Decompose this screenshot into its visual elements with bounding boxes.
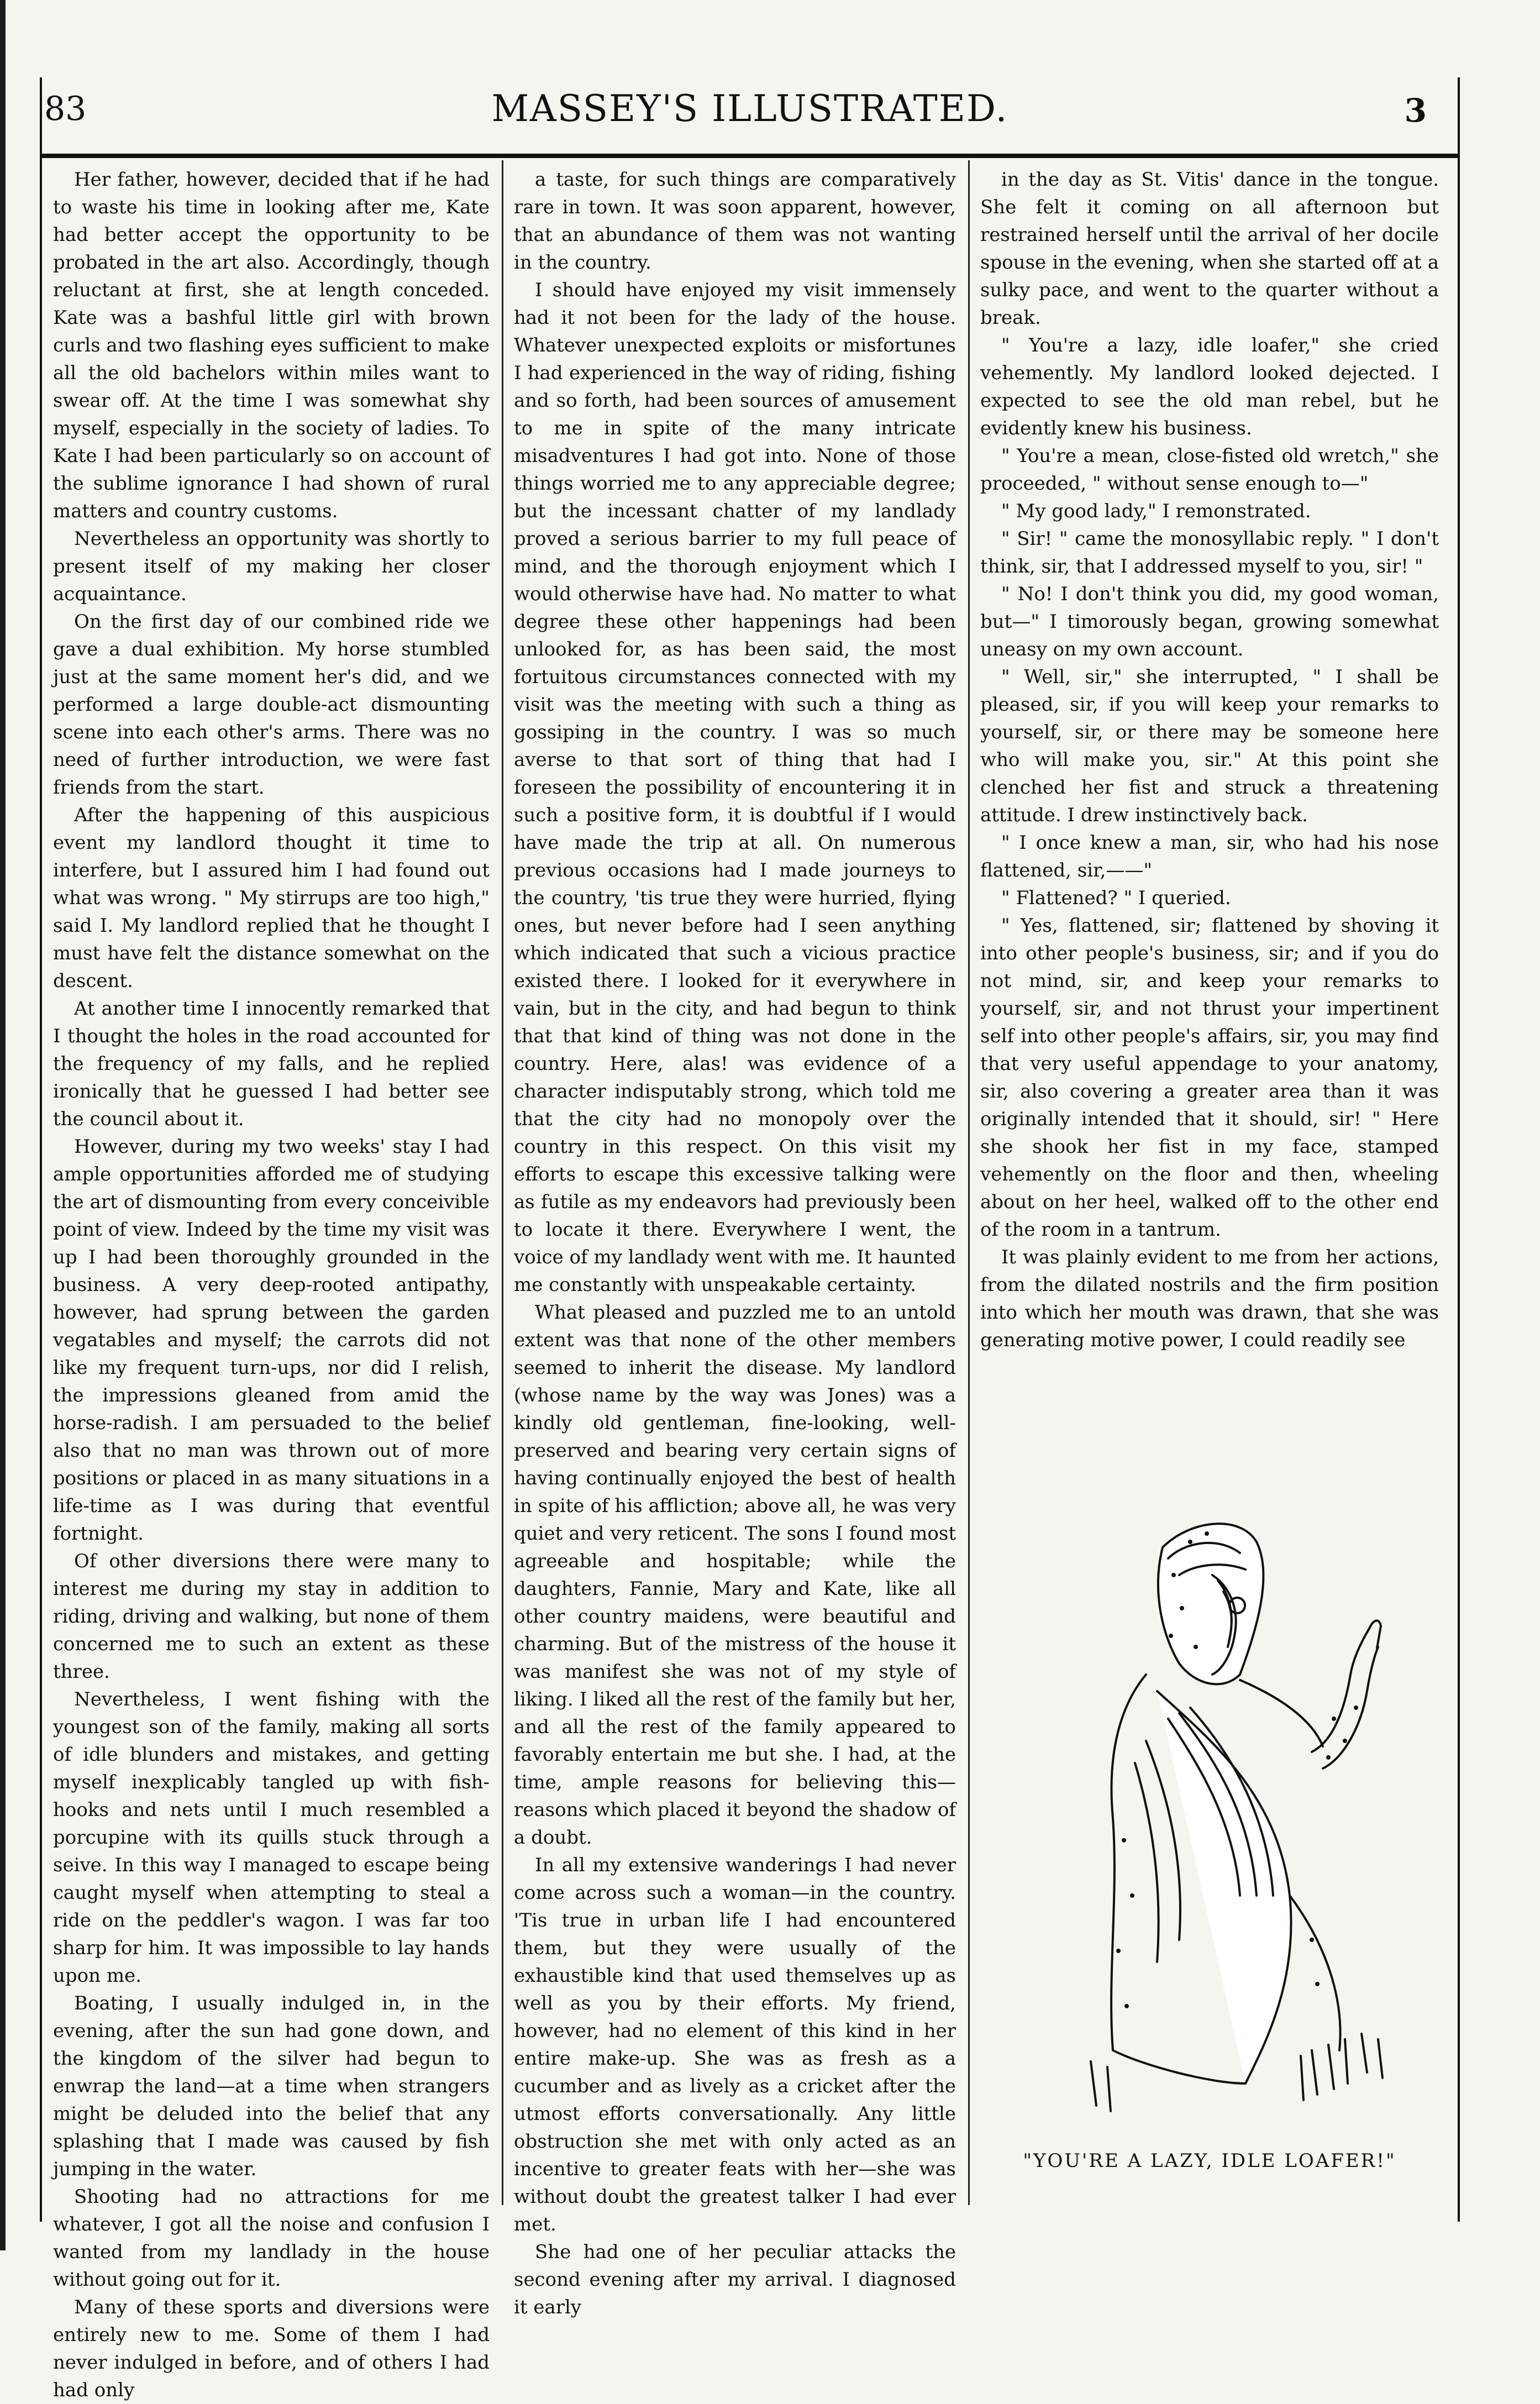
page-number-right: 3 (1404, 92, 1427, 129)
page-number-left: 83 (44, 90, 87, 128)
header-rule (40, 154, 1460, 158)
paragraph: " Well, sir," she interrupted, " I shall be pleased, sir, if you will keep your remarks to yourself, sir, or there may be someone here who will make you, sir." At this point she clenched her fist and struck a threatening attitude. I drew instinctively back. (980, 666, 1439, 826)
paragraph: After the happening of this auspicious event my landlord thought it time to interfere, but I assured him I had found out what was wrong. " My stirrups are too high," said I. My landlord replied that he thought I must have felt the distance somewhat on the descent. (53, 804, 490, 992)
illustration-caption: "YOU'RE A LAZY, IDLE LOAFER!" (1023, 2150, 1396, 2172)
paragraph: She had one of her peculiar attacks the second evening after my arrival. I diagnosed it early (514, 2241, 956, 2318)
paragraph: Shooting had no attractions for me whatever, I got all the noise and confusion I wanted from my landlady in the house without going out for it. (53, 2186, 490, 2291)
paragraph: " Flattened? " I queried. (1001, 887, 1231, 909)
page-header (40, 77, 1460, 144)
paragraph: Boating, I usually indulged in, in the evening, after the sun had gone down, and the kingdom of the silver had begun to enwrap the land—at a time when strangers might be deluded into the belief that any splashing that I made was caused by fish jumping in the water. (53, 1992, 490, 2180)
text-column-2 (514, 166, 956, 2318)
paragraph: " Sir! " came the monosyllabic reply. " I don't think, sir, that I addressed myself to you, sir! " (980, 528, 1439, 578)
paragraph: On the first day of our combined ride we gave a dual exhibition. My horse stumbled just at the same moment her's did, and we performed a large double-act dismounting scene into each other's arms. There was no need of further introduction, we were fast friends from the start. (53, 611, 490, 799)
right-border-rule (1458, 77, 1460, 2222)
magazine-page (40, 77, 1460, 2401)
paragraph: Many of these sports and diversions were entirely new to me. Some of them I had never indulged in before, and of others I had had only (53, 2296, 490, 2401)
page-edge-bar (0, 0, 6, 2250)
paragraph: " My good lady," I remonstrated. (1001, 500, 1311, 522)
paragraph: Of other diversions there were many to interest me during my stay in addition to riding, driving and walking, but none of them concerned me to such an extent as these three. (53, 1550, 490, 1683)
paragraph: " You're a mean, close-fisted old wretch," she proceeded, " without sense enough to—" (980, 445, 1439, 495)
paragraph: At another time I innocently remarked that I thought the holes in the road accounted for the frequency of my falls, and he replied ironically that he guessed I had better see the council about it. (53, 998, 490, 1130)
paragraph: Her father, however, decided that if he had to waste his time in looking after me, Kate had better accept the opportunity to be probated in the art also. Accordingly, though reluctant at first, she at length conceded. Kate was a bashful little girl with brown curls and two flashing eyes sufficient to make all the old bachelors within miles want to swear off. At the time I was somewhat shy myself, especially in the society of ladies. To Kate I had been particularly so on account of the sublime ignorance I had shown of rural matters and country customs. (53, 169, 490, 522)
left-border-rule (40, 77, 42, 2222)
paragraph: In all my extensive wanderings I had never come across such a woman—in the country. 'Tis true in urban life I had encountered them, but they were usually of the exhaustible kind that used themselves up as well as you by their efforts. My friend, however, had no element of this kind in her entire make-up. She was as fresh as a cucumber and as lively as a cricket after the utmost efforts conversationally. Any little obstruction she met with only acted as an incentive to greater feats with her—she was without doubt the greatest talker I had ever met. (514, 1854, 956, 2235)
paragraph: Nevertheless, I went fishing with the youngest son of the family, making all sorts of idle blunders and mistakes, and getting myself inexplicably tangled up with fish-hooks and nets until I much resembled a porcupine with its quills stuck through a seive. In this way I managed to escape being caught myself when attempting to steal a ride on the peddler's wagon. I was far too sharp for him. It was impossible to lay hands upon me. (53, 1688, 490, 1987)
paragraph: However, during my two weeks' stay I had ample opportunities afforded me of studying the art of dismounting from every conceivible point of view. Indeed by the time my visit was up I had been thoroughly grounded in the business. A very deep-rooted antipathy, however, had sprung between the garden vegatables and myself; the carrots did not like my frequent turn-ups, nor did I relish, the impressions gleaned from amid the horse-radish. I am persuaded to the belief also that no man was thrown out of more positions or placed in as many situations in a life-time as I was during that eventful fortnight. (53, 1136, 490, 1545)
paragraph: It was plainly evident to me from her actions, from the dilated nostrils and the firm position into which her mouth was drawn, that she was generating motive power, I could readily see (980, 1246, 1439, 1351)
paragraph: What pleased and puzzled me to an untold extent was that none of the other members seemed to inherit the disease. My landlord (whose name by the way was Jones) was a kindly old gentleman, fine-looking, well-preserved and bearing very certain signs of having continually enjoyed the best of health in spite of his affliction; above all, he was very quiet and very reticent. The sons I found most agreeable and hospitable; while the daughters, Fannie, Mary and Kate, like all other country maidens, were beautiful and charming. But of the mistress of the house it was manifest she was not of my style of liking. I liked all the rest of the family but her, and all the rest of the family appeared to favorably entertain me but she. I had, at the time, ample reasons for believing this—reasons which placed it beyond the shadow of a doubt. (514, 1301, 956, 1849)
woman-illustration (980, 1509, 1439, 2139)
paragraph: " You're a lazy, idle loafer," she cried vehemently. My landlord looked dejected. I expected to see the old man rebel, but he evidently knew his business. (980, 334, 1439, 439)
paragraph: a taste, for such things are comparatively rare in town. It was soon apparent, however, that an abundance of them was not wanting in the country. (514, 169, 956, 274)
text-column-1 (53, 166, 490, 2401)
page-title: MASSEY'S ILLUSTRATED. (491, 87, 1008, 130)
paragraph: in the day as St. Vitis' dance in the tongue. She felt it coming on all afternoon but restrained herself until the arrival of her docile spouse in the evening, when she started off at a sulky pace, and went to the quarter without a break. (980, 169, 1439, 329)
paragraph: " Yes, flattened, sir; flattened by shoving it into other people's business, sir; and if you do not mind, sir, and keep your remarks to yourself, sir, and not thrust your impertinent self into other people's affairs, sir, you may find that very useful appendage to your anatomy, sir, also covering a greater area than it was originally intended that it should, sir! " Here she shook her fist in my face, stamped vehemently on the floor and then, wheeling about on her heel, walked off to the other end of the room in a tantrum. (980, 915, 1439, 1241)
paragraph: I should have enjoyed my visit immensely had it not been for the lady of the house. Whatever unexpected exploits or misfortunes I had experienced in the way of riding, fishing and so forth, had been sources of amusement to me in spite of the many intricate misadventures I had got into. None of those things worried me to any appreciable degree; but the incessant chatter of my landlady proved a serious barrier to my full peace of mind, and the thorough enjoyment which I would otherwise have had. No matter to what degree these other happenings had been unlooked for, as has been said, the most fortuitous circumstances connected with my visit was the meeting with such a thing as gossiping in the country. I was so much averse to that sort of thing that had I foreseen the possibility of encountering it in such a positive form, it is doubtful if I would have made the trip at all. On numerous previous occasions had I made journeys to the country, 'tis true they were hurried, flying ones, but never before had I seen anything which indicated that such a vicious practice existed there. I looked for it everywhere in vain, but in the city, and had begun to think that that kind of thing was not done in the country. Here, alas! was evidence of a character indisputably strong, which told me that the city had no monopoly over the country in this respect. On this visit my efforts to escape this excessive talking were as futile as my endeavors had previously been to locate it there. Everywhere I went, the voice of my landlady went with me. It haunted me constantly with unspeakable certainty. (514, 279, 956, 1296)
paragraph: Nevertheless an opportunity was shortly to present itself of my making her closer acquaintance. (53, 528, 490, 605)
column-divider-2 (968, 160, 970, 2205)
column-divider-1 (502, 160, 503, 2205)
paragraph: " I once knew a man, sir, who had his nose flattened, sir,——" (980, 832, 1439, 881)
paragraph: " No! I don't think you did, my good woman, but—" I timorously began, growing somewhat uneasy on my own account. (980, 583, 1439, 660)
